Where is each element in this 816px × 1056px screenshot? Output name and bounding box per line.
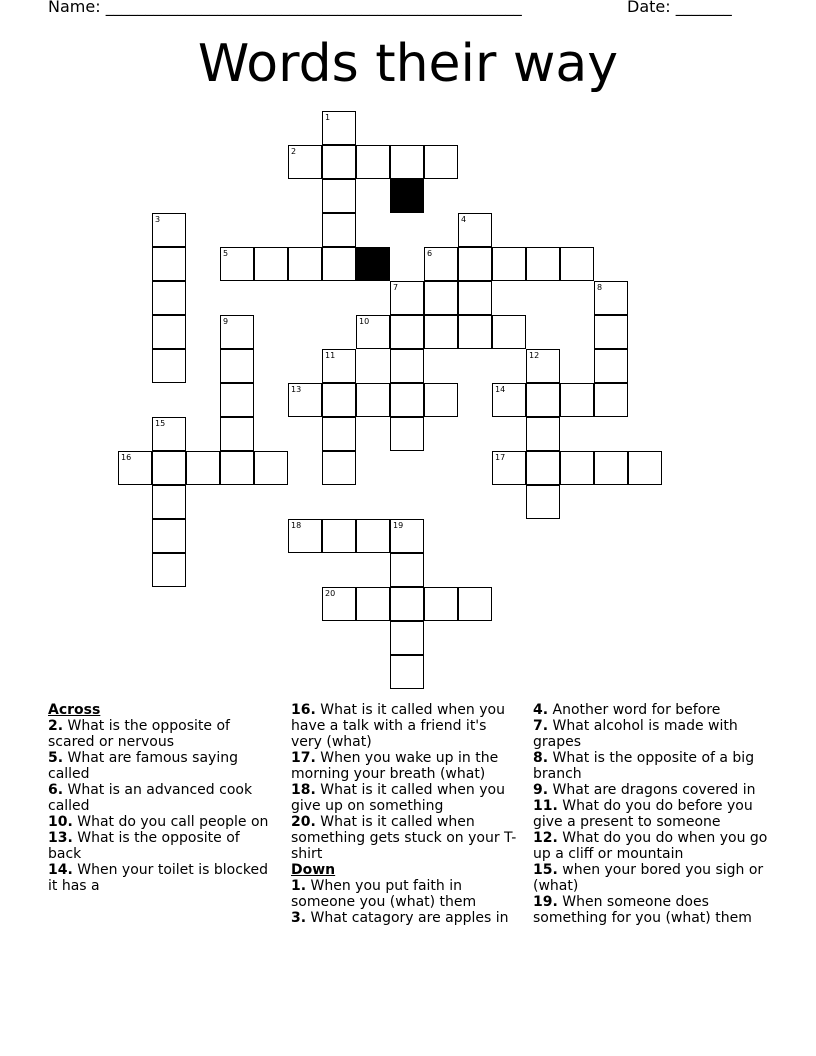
clue-text: What do you do when you go up a cliff or mountain — [533, 830, 768, 862]
grid-cell[interactable] — [322, 247, 356, 281]
grid-cell[interactable] — [322, 145, 356, 179]
grid-cell[interactable] — [254, 451, 288, 485]
grid-cell[interactable] — [424, 587, 458, 621]
clue-text: What is it called when something gets stuck on your T-shirt — [291, 814, 517, 862]
grid-cell[interactable] — [526, 417, 560, 451]
clue-text: What alcohol is made with grapes — [533, 718, 738, 750]
grid-cell[interactable] — [560, 247, 594, 281]
grid-cell[interactable] — [458, 281, 492, 315]
across-clue — [48, 750, 273, 782]
grid-cell[interactable] — [254, 247, 288, 281]
grid-cell[interactable] — [390, 315, 424, 349]
grid-cell[interactable] — [424, 281, 458, 315]
clues-column-1 — [48, 702, 273, 894]
clue-number: 15. — [533, 862, 558, 878]
clue-number-10: 10 — [359, 317, 370, 326]
grid-cell[interactable] — [322, 417, 356, 451]
across-clue — [291, 750, 521, 782]
grid-cell[interactable] — [390, 145, 424, 179]
across-clue — [291, 814, 521, 862]
clue-number: 13. — [48, 830, 73, 846]
grid-cell[interactable] — [390, 655, 424, 689]
grid-cell[interactable] — [492, 247, 526, 281]
clues-column-2 — [291, 702, 521, 926]
grid-cell[interactable] — [152, 349, 186, 383]
grid-cell[interactable] — [560, 451, 594, 485]
clue-number-9: 9 — [223, 317, 229, 326]
clue-number-7: 7 — [393, 283, 399, 292]
grid-cell[interactable] — [322, 179, 356, 213]
clue-number: 20. — [291, 814, 316, 830]
grid-cell[interactable] — [526, 383, 560, 417]
clue-number: 19. — [533, 894, 558, 910]
down-clue — [533, 830, 773, 862]
grid-cell[interactable] — [424, 383, 458, 417]
clue-text: What are famous saying called — [48, 750, 238, 782]
grid-cell[interactable] — [526, 451, 560, 485]
grid-cell[interactable] — [220, 383, 254, 417]
clue-number-19: 19 — [393, 521, 404, 530]
page-title: Words their way — [197, 34, 619, 94]
grid-cell[interactable] — [594, 451, 628, 485]
clue-number: 2. — [48, 718, 64, 734]
clue-number-5: 5 — [223, 249, 229, 258]
clue-text: when your bored you sigh or (what) — [533, 862, 764, 894]
down-clue — [533, 718, 773, 750]
grid-cell[interactable] — [458, 587, 492, 621]
black-square — [390, 179, 424, 213]
clue-text: What is the opposite of a big branch — [533, 750, 755, 782]
clue-number-13: 13 — [291, 385, 302, 394]
grid-cell[interactable] — [152, 519, 186, 553]
clue-number-6: 6 — [427, 249, 433, 258]
clue-text: What do you do before you give a present to someone — [533, 798, 753, 830]
clue-number: 5. — [48, 750, 64, 766]
grid-cell[interactable] — [152, 315, 186, 349]
grid-cell[interactable] — [458, 247, 492, 281]
grid-cell[interactable] — [322, 451, 356, 485]
clue-number-14: 14 — [495, 385, 506, 394]
grid-cell[interactable] — [458, 315, 492, 349]
across-clue — [48, 862, 273, 894]
grid-cell[interactable] — [492, 315, 526, 349]
down-clue — [533, 702, 773, 718]
grid-cell[interactable] — [560, 383, 594, 417]
clue-number-1: 1 — [325, 113, 331, 122]
grid-cell[interactable] — [220, 349, 254, 383]
clue-number: 17. — [291, 750, 316, 766]
clue-text: What do you call people on — [72, 814, 269, 830]
across-clue — [48, 830, 273, 862]
across-clue — [291, 702, 521, 750]
grid-cell[interactable] — [594, 315, 628, 349]
grid-cell[interactable] — [390, 383, 424, 417]
clue-number-2: 2 — [291, 147, 297, 156]
grid-cell[interactable] — [322, 383, 356, 417]
grid-cell[interactable] — [424, 145, 458, 179]
clue-text: Another word for before — [548, 702, 721, 718]
date-label: Date: — [627, 0, 671, 16]
down-clue — [291, 878, 521, 910]
clue-number: 7. — [533, 718, 549, 734]
clue-number-15: 15 — [155, 419, 166, 428]
clue-number: 16. — [291, 702, 316, 718]
black-square — [356, 247, 390, 281]
down-clue — [533, 798, 773, 830]
grid-cell[interactable] — [356, 383, 390, 417]
clue-number-18: 18 — [291, 521, 302, 530]
grid-cell[interactable] — [220, 417, 254, 451]
clue-number-17: 17 — [495, 453, 506, 462]
clue-number: 14. — [48, 862, 73, 878]
clue-text: What is it called when you give up on something — [291, 782, 505, 814]
grid-cell[interactable] — [390, 553, 424, 587]
clue-number-8: 8 — [597, 283, 603, 292]
clue-text: What catagory are apples in — [306, 910, 509, 926]
grid-cell[interactable] — [526, 247, 560, 281]
clue-number: 4. — [533, 702, 549, 718]
clues-column-3 — [533, 702, 773, 926]
grid-cell[interactable] — [390, 621, 424, 655]
grid-cell[interactable] — [288, 247, 322, 281]
clue-number-4: 4 — [461, 215, 467, 224]
across-heading: Across — [48, 702, 101, 718]
across-clue — [48, 718, 273, 750]
clue-number: 11. — [533, 798, 558, 814]
down-clue — [291, 910, 521, 926]
clue-text: What is an advanced cook called — [48, 782, 253, 814]
clue-number-20: 20 — [325, 589, 336, 598]
grid-cell[interactable] — [628, 451, 662, 485]
name-label: Name: — [48, 0, 101, 16]
name-line[interactable]: ____________________________________________________ — [105, 0, 522, 16]
clue-number-3: 3 — [155, 215, 161, 224]
clue-number: 18. — [291, 782, 316, 798]
clue-number: 9. — [533, 782, 549, 798]
clue-number-12: 12 — [529, 351, 540, 360]
grid-cell[interactable] — [424, 315, 458, 349]
grid-cell[interactable] — [186, 451, 220, 485]
across-clue — [48, 814, 273, 830]
clue-text: When you put faith in someone you (what) them — [291, 878, 477, 910]
across-clue — [48, 782, 273, 814]
clue-number: 3. — [291, 910, 307, 926]
clue-text: What is it called when you have a talk with a friend it's very (what) — [291, 702, 505, 750]
clue-number-11: 11 — [325, 351, 336, 360]
grid-cell[interactable] — [152, 553, 186, 587]
clue-number: 12. — [533, 830, 558, 846]
clue-text: What are dragons covered in — [548, 782, 756, 798]
down-heading: Down — [291, 862, 336, 878]
clue-number-16: 16 — [121, 453, 132, 462]
grid-cell[interactable] — [390, 349, 424, 383]
grid-cell[interactable] — [322, 213, 356, 247]
date-line[interactable]: _______ — [675, 0, 732, 16]
grid-cell[interactable] — [594, 349, 628, 383]
clue-text: What is the opposite of back — [48, 830, 240, 862]
clue-number: 10. — [48, 814, 73, 830]
grid-cell[interactable] — [526, 485, 560, 519]
down-clue — [533, 894, 773, 926]
across-clue — [291, 782, 521, 814]
down-clue — [533, 750, 773, 782]
grid-cell[interactable] — [390, 587, 424, 621]
clue-text: When you wake up in the morning your breath (what) — [291, 750, 499, 782]
down-clue — [533, 782, 773, 798]
grid-cell[interactable] — [152, 281, 186, 315]
clue-text: When someone does something for you (what) them — [533, 894, 752, 926]
clue-text: What is the opposite of scared or nervous — [48, 718, 230, 750]
grid-cell[interactable] — [594, 383, 628, 417]
grid-cell[interactable] — [152, 451, 186, 485]
grid-cell[interactable] — [356, 587, 390, 621]
grid-cell[interactable] — [152, 247, 186, 281]
grid-cell[interactable] — [322, 519, 356, 553]
clue-number: 8. — [533, 750, 549, 766]
clue-text: When your toilet is blocked it has a — [48, 862, 269, 894]
grid-cell[interactable] — [220, 451, 254, 485]
grid-cell[interactable] — [356, 519, 390, 553]
clue-number: 1. — [291, 878, 307, 894]
grid-cell[interactable] — [356, 145, 390, 179]
down-clue — [533, 862, 773, 894]
grid-cell[interactable] — [390, 417, 424, 451]
grid-cell[interactable] — [152, 485, 186, 519]
clue-number: 6. — [48, 782, 64, 798]
